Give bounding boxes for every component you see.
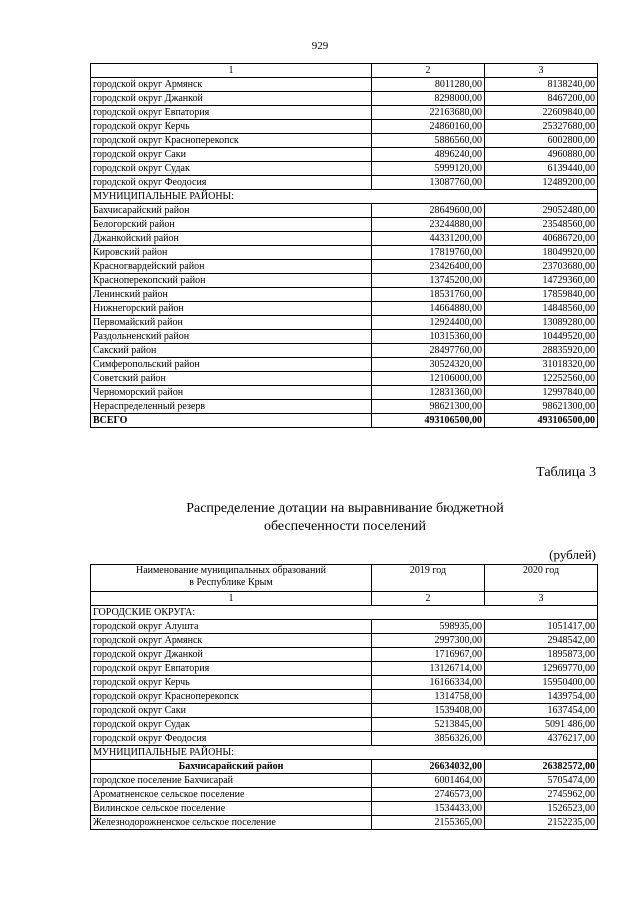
value-cell: 2745962,00 (485, 788, 598, 802)
column-number: 2 (372, 592, 485, 606)
value-cell: 31018320,00 (485, 358, 598, 372)
value-cell: 598935,00 (372, 620, 485, 634)
table-row (91, 106, 598, 120)
value-cell: 23244880,00 (372, 218, 485, 232)
value-cell: 23548560,00 (485, 218, 598, 232)
header-line: Наименование муниципальных образований (135, 565, 327, 576)
total-row (91, 414, 598, 428)
name-cell: Железнодорожненское сельское поселение (91, 816, 372, 830)
table-row (91, 676, 598, 690)
name-cell: городской округ Красноперекопск (91, 690, 372, 704)
name-cell: Симферопольский район (91, 358, 372, 372)
value-cell: 5213845,00 (372, 718, 485, 732)
district-subtotal-row (91, 760, 598, 774)
table-title-line: обеспеченности поселений (263, 519, 427, 534)
value-cell: 2155365,00 (372, 816, 485, 830)
value-cell: 8467200,00 (485, 92, 598, 106)
value-cell: 40686720,00 (485, 232, 598, 246)
value-cell: 98621300,00 (372, 400, 485, 414)
name-cell: Раздольненский район (91, 330, 372, 344)
value-cell: 26634032,00 (372, 760, 485, 774)
table-row (91, 232, 598, 246)
table-row (91, 358, 598, 372)
section-title: ГОРОДСКИЕ ОКРУГА: (91, 606, 598, 620)
name-cell: Белогорский район (91, 218, 372, 232)
column-number: 1 (91, 592, 372, 606)
name-cell: Красногвардейский район (91, 260, 372, 274)
value-cell: 12997840,00 (485, 386, 598, 400)
name-cell: Ароматненское сельское поселение (91, 788, 372, 802)
name-cell: городской округ Армянск (91, 78, 372, 92)
value-cell: 4960880,00 (485, 148, 598, 162)
table-row (91, 274, 598, 288)
value-cell: 16166334,00 (372, 676, 485, 690)
value-cell: 26382572,00 (485, 760, 598, 774)
value-cell: 12252560,00 (485, 372, 598, 386)
value-cell: 18049920,00 (485, 246, 598, 260)
table-row (91, 162, 598, 176)
value-cell: 28835920,00 (485, 344, 598, 358)
section-row (91, 746, 598, 760)
name-cell: Ленинский район (91, 288, 372, 302)
value-cell: 98621300,00 (485, 400, 598, 414)
value-cell: 1637454,00 (485, 704, 598, 718)
value-cell: 10315360,00 (372, 330, 485, 344)
name-cell: городской округ Керчь (91, 676, 372, 690)
table-row (91, 704, 598, 718)
table-row (91, 120, 598, 134)
value-cell: 8138240,00 (485, 78, 598, 92)
column-number: 3 (485, 64, 598, 78)
value-cell: 13087760,00 (372, 176, 485, 190)
name-cell: городской округ Джанкой (91, 648, 372, 662)
value-cell: 25327680,00 (485, 120, 598, 134)
table-label: Таблица 3 (536, 465, 596, 480)
name-cell: Вилинское сельское поселение (91, 802, 372, 816)
name-cell: городской округ Феодосия (91, 732, 372, 746)
column-number: 1 (91, 64, 372, 78)
section-title: МУНИЦИПАЛЬНЫЕ РАЙОНЫ: (91, 746, 598, 760)
value-cell: 22609840,00 (485, 106, 598, 120)
name-cell: Бахчисарайский район (91, 760, 372, 774)
value-cell: 24860160,00 (372, 120, 485, 134)
header-year-cell: 2020 год (485, 565, 598, 592)
value-cell: 6001464,00 (372, 774, 485, 788)
value-cell: 5091 486,00 (485, 718, 598, 732)
name-cell: городской округ Армянск (91, 634, 372, 648)
table-row (91, 816, 598, 830)
units-label: (рублей) (549, 547, 596, 562)
value-cell: 14729360,00 (485, 274, 598, 288)
name-cell: Кировский район (91, 246, 372, 260)
section-title: МУНИЦИПАЛЬНЫЕ РАЙОНЫ: (91, 190, 598, 204)
header-year-cell: 2019 год (372, 565, 485, 592)
table-title (150, 500, 540, 536)
table-row (91, 344, 598, 358)
value-cell: 13126714,00 (372, 662, 485, 676)
name-cell: городское поселение Бахчисарай (91, 774, 372, 788)
table-row (91, 648, 598, 662)
value-cell: 12969770,00 (485, 662, 598, 676)
value-cell: 5705474,00 (485, 774, 598, 788)
value-cell: 2152235,00 (485, 816, 598, 830)
allocation-table-continued (90, 63, 598, 428)
section-row (91, 606, 598, 620)
table-row (91, 78, 598, 92)
value-cell: 18531760,00 (372, 288, 485, 302)
table-row (91, 690, 598, 704)
name-cell: городской округ Джанкой (91, 92, 372, 106)
value-cell: 493106500,00 (485, 414, 598, 428)
name-cell: Сакский район (91, 344, 372, 358)
value-cell: 13089280,00 (485, 316, 598, 330)
value-cell: 14848560,00 (485, 302, 598, 316)
table-row (91, 134, 598, 148)
value-cell: 8298000,00 (372, 92, 485, 106)
value-cell: 6139440,00 (485, 162, 598, 176)
value-cell: 5886560,00 (372, 134, 485, 148)
name-cell: городской округ Саки (91, 704, 372, 718)
name-cell: городской округ Феодосия (91, 176, 372, 190)
value-cell: 1716967,00 (372, 648, 485, 662)
value-cell: 1051417,00 (485, 620, 598, 634)
column-number-row (91, 592, 598, 606)
value-cell: 28649600,00 (372, 204, 485, 218)
name-cell: Красноперекопский район (91, 274, 372, 288)
value-cell: 28497760,00 (372, 344, 485, 358)
subsidy-table (90, 564, 598, 830)
table-row (91, 774, 598, 788)
value-cell: 23426400,00 (372, 260, 485, 274)
value-cell: 4896240,00 (372, 148, 485, 162)
value-cell: 1895873,00 (485, 648, 598, 662)
value-cell: 2746573,00 (372, 788, 485, 802)
page-number: 929 (311, 40, 329, 52)
name-cell: ВСЕГО (91, 414, 372, 428)
section-row (91, 190, 598, 204)
value-cell: 12924400,00 (372, 316, 485, 330)
name-cell: городской округ Судак (91, 162, 372, 176)
column-number: 3 (485, 592, 598, 606)
value-cell: 12489200,00 (485, 176, 598, 190)
value-cell: 14664880,00 (372, 302, 485, 316)
value-cell: 1539408,00 (372, 704, 485, 718)
name-cell: Бахчисарайский район (91, 204, 372, 218)
table-row (91, 288, 598, 302)
value-cell: 1526523,00 (485, 802, 598, 816)
name-cell: Черноморский район (91, 386, 372, 400)
value-cell: 12106000,00 (372, 372, 485, 386)
column-number-row (91, 64, 598, 78)
value-cell: 6002800,00 (485, 134, 598, 148)
header-row (91, 565, 598, 592)
name-cell: городской округ Евпатория (91, 662, 372, 676)
value-cell: 17859840,00 (485, 288, 598, 302)
value-cell: 29052480,00 (485, 204, 598, 218)
name-cell: городской округ Судак (91, 718, 372, 732)
table-row (91, 386, 598, 400)
name-cell: Нижнегорский район (91, 302, 372, 316)
name-cell: Первомайский район (91, 316, 372, 330)
name-cell: Нераспределенный резерв (91, 400, 372, 414)
table-row (91, 620, 598, 634)
table-row (91, 148, 598, 162)
value-cell: 23703680,00 (485, 260, 598, 274)
table-row (91, 218, 598, 232)
value-cell: 2997300,00 (372, 634, 485, 648)
table-row (91, 788, 598, 802)
value-cell: 15950400,00 (485, 676, 598, 690)
value-cell: 12831360,00 (372, 386, 485, 400)
value-cell: 13745200,00 (372, 274, 485, 288)
value-cell: 493106500,00 (372, 414, 485, 428)
value-cell: 4376217,00 (485, 732, 598, 746)
value-cell: 8011280,00 (372, 78, 485, 92)
table-row (91, 372, 598, 386)
name-cell: городской округ Евпатория (91, 106, 372, 120)
column-number: 2 (372, 64, 485, 78)
table-row (91, 316, 598, 330)
value-cell: 1439754,00 (485, 690, 598, 704)
value-cell: 3856326,00 (372, 732, 485, 746)
table-row (91, 634, 598, 648)
table-row (91, 732, 598, 746)
name-cell: Джанкойский район (91, 232, 372, 246)
value-cell: 2948542,00 (485, 634, 598, 648)
table-row (91, 330, 598, 344)
name-cell: городской округ Красноперекопск (91, 134, 372, 148)
table-row (91, 260, 598, 274)
value-cell: 22163680,00 (372, 106, 485, 120)
table-row (91, 92, 598, 106)
table-row (91, 400, 598, 414)
table-row (91, 204, 598, 218)
header-name-cell (91, 565, 372, 592)
value-cell: 1314758,00 (372, 690, 485, 704)
value-cell: 5999120,00 (372, 162, 485, 176)
value-cell: 17819760,00 (372, 246, 485, 260)
name-cell: городской округ Алушта (91, 620, 372, 634)
name-cell: городской округ Саки (91, 148, 372, 162)
table-row (91, 662, 598, 676)
table-row (91, 246, 598, 260)
name-cell: городской округ Керчь (91, 120, 372, 134)
value-cell: 30524320,00 (372, 358, 485, 372)
header-line: в Республике Крым (189, 577, 273, 588)
value-cell: 1534433,00 (372, 802, 485, 816)
table-row (91, 176, 598, 190)
table-title-line: Распределение дотации на выравнивание бюджетной (186, 501, 504, 516)
table-row (91, 718, 598, 732)
value-cell: 10449520,00 (485, 330, 598, 344)
table-row (91, 302, 598, 316)
value-cell: 44331200,00 (372, 232, 485, 246)
table-row (91, 802, 598, 816)
name-cell: Советский район (91, 372, 372, 386)
